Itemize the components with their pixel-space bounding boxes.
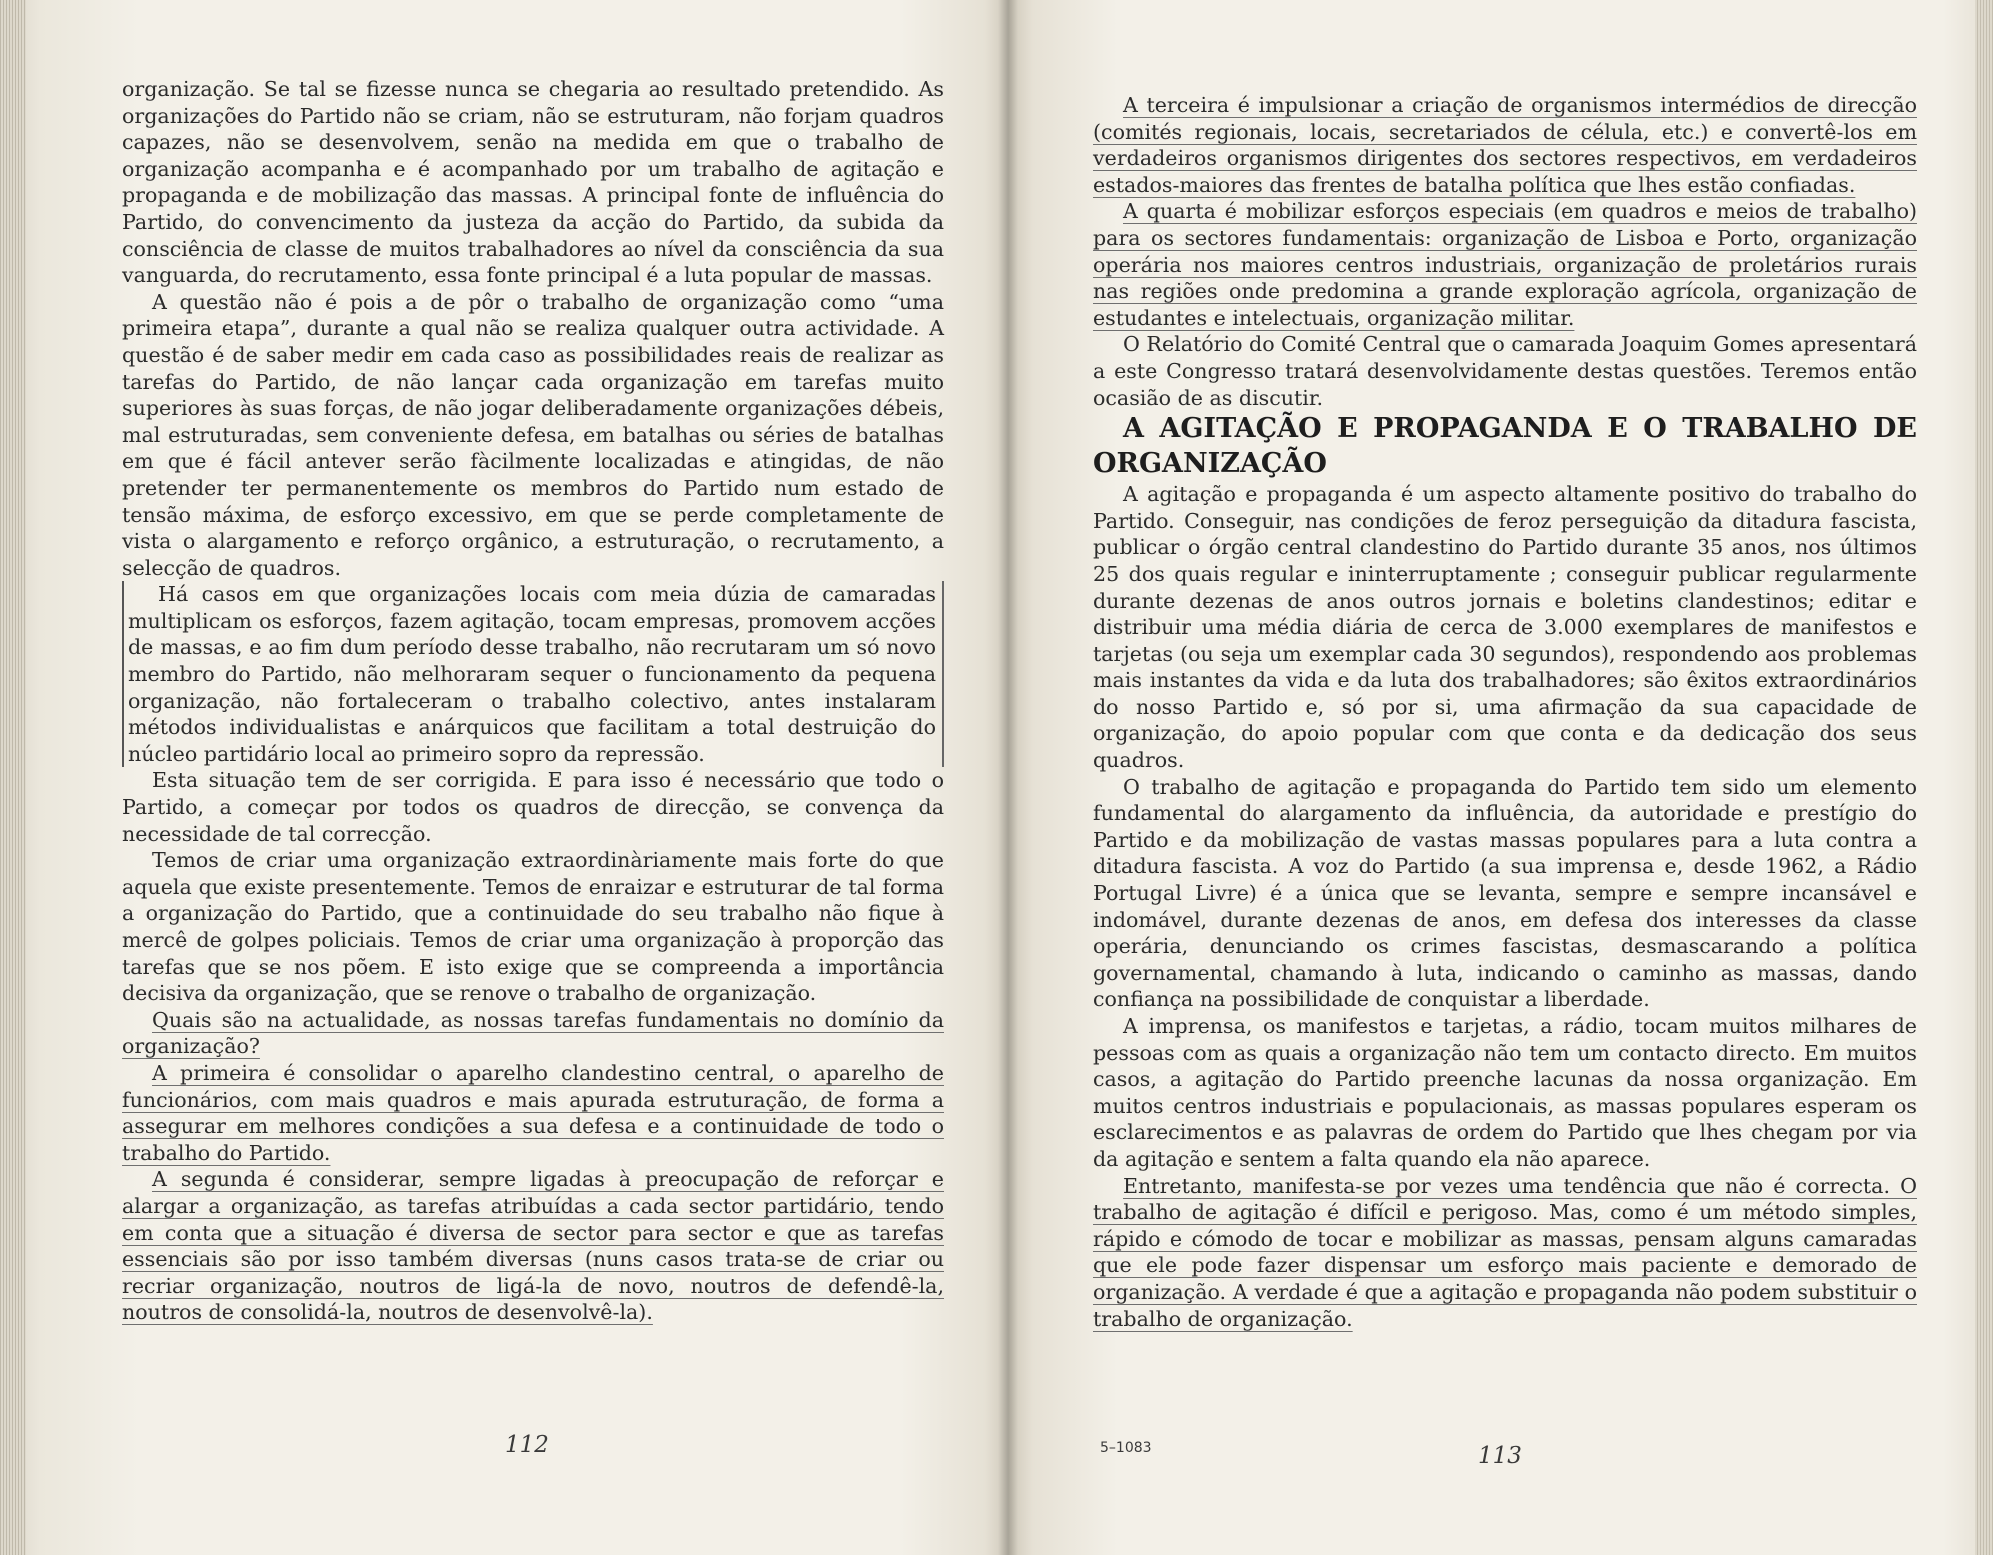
paragraph-underlined: Quais são na actualidade, as nossas tarefas fundamentais no domínio da organização?	[122, 1007, 944, 1059]
page-number: 113	[1478, 1443, 1522, 1469]
signature-mark: 5–1083	[1100, 1440, 1152, 1456]
left-page-text	[122, 76, 944, 1326]
paragraph-underlined: Entretanto, manifesta-se por vezes uma tendência que não é correcta. O trabalho de agitação é difícil e perigoso. Mas, como é um método simples, rápido e cómodo de tocar e mobilizar as massas, pensam alguns camaradas que ele pode fazer dispensar um esforço mais paciente e demorado de organização. A verdade é que a agitação e propaganda não podem substituir o trabalho de organização.	[1093, 1173, 1917, 1331]
paragraph-underlined: A primeira é consolidar o aparelho clandestino central, o aparelho de funcionários, com mais quadros e mais apurada estruturação, de forma a assegurar em melhores condições a sua defesa e a continuidade de todo o trabalho do Partido.	[122, 1060, 944, 1165]
paragraph: O trabalho de agitação e propaganda do Partido tem sido um elemento fundamental do alargamento da influência, da autoridade e prestígio do Partido e da mobilização de vastas massas populares para a luta contra a ditadura fascista. A voz do Partido (a sua imprensa e, desde 1962, a Rádio Portugal Livre) é a única que se levanta, sempre e sempre incansável e indomável, durante dezenas de anos, em defesa dos interesses da classe operária, denunciando os crimes fascistas, desmascarando a política governamental, chamando à luta, indicando o caminho as massas, dando confiança na possibilidade de conquistar a liberdade.	[1093, 774, 1917, 1012]
paragraph: A questão não é pois a de pôr o trabalho de organização como “uma primeira etapa”, durante a qual não se realiza qualquer outra actividade. A questão é de saber medir em cada caso as possibilidades reais de realizar as tarefas do Partido, de não lançar cada organização em tarefas muito superiores às suas forças, de não jogar deliberadamente organizações débeis, mal estruturadas, sem conveniente defesa, em batalhas ou séries de batalhas em que é fácil antever serão fàcilmente localizadas e atingidas, de não pretender ter permanentemente os membros do Partido num estado de tensão máxima, de esforço excessivo, em que se perde completamente de vista o alargamento e reforço orgânico, a estruturação, o recrutamento, a selecção de quadros.	[122, 289, 944, 580]
paragraph-underlined: A segunda é considerar, sempre ligadas à preocupação de reforçar e alargar a organização, as tarefas atribuídas a cada sector partidário, tendo em conta que a situação é diversa de sector para sector e que as tarefas essenciais são por isso também diversas (nuns casos trata-se de criar ou recriar organização, noutros de ligá-la de novo, noutros de defendê-la, noutros de consolidá-la, noutros de desenvolvê-la).	[122, 1167, 944, 1325]
right-page-text	[1093, 92, 1917, 1332]
section-heading: A AGITAÇÃO E PROPAGANDA E O TRABALHO DE ORGANIZAÇÃO	[1093, 413, 1917, 480]
paragraph: A agitação e propaganda é um aspecto altamente positivo do trabalho do Partido. Conseguir, nas condições de feroz perseguição da ditadura fascista, publicar o órgão central clandestino do Partido durante 35 anos, nos últimos 25 dos quais regular e ininterruptamente ; conseguir publicar regularmente durante dezenas de anos outros jornais e boletins clandestinos; editar e distribuir uma média diária de cerca de 3.000 exemplares de manifestos e tarjetas (ou seja um exemplar cada 30 segundos), respondendo aos problemas mais instantes da vida e da luta dos trabalhadores; são êxitos extraordinários do nosso Partido e, só por si, uma afirmação da sua capacidade de organização, do apoio popular com que conta e da dedicação dos seus quadros.	[1093, 482, 1917, 773]
paragraph-underlined: A quarta é mobilizar esforços especiais (em quadros e meios de trabalho) para os sectores fundamentais: organização de Lisboa e Porto, organização operária nos maiores centros industriais, organização de proletários rurais nas regiões onde predomina a grande exploração agrícola, organização de estudantes e intelectuais, organização militar.	[1093, 199, 1917, 330]
paragraph-marked: Há casos em que organizações locais com meia dúzia de camaradas multiplicam os esforços, fazem agitação, tocam empresas, promovem acções de massas, e ao fim dum período desse trabalho, não recrutaram um só novo membro do Partido, não melhoraram sequer o funcionamento da pequena organização, não fortaleceram o trabalho colectivo, antes instalaram métodos individualistas e anárquicos que facilitam a total destruição do núcleo partidário local ao primeiro sopro da repressão.	[122, 581, 944, 767]
paragraph: O Relatório do Comité Central que o camarada Joaquim Gomes apresentará a este Congresso tratará desenvolvidamente destas questões. Teremos então ocasião de as discutir.	[1093, 332, 1917, 410]
paragraph-underlined: A terceira é impulsionar a criação de organismos intermédios de direcção (comités regionais, locais, secretariados de célula, etc.) e convertê-los em verdadeiros organismos dirigentes dos sectores respectivos, em verdadeiros estados-maiores das frentes de batalha política que lhes estão confiadas.	[1093, 93, 1917, 197]
paragraph: A imprensa, os manifestos e tarjetas, a rádio, tocam muitos milhares de pessoas com as quais a organização não tem um contacto directo. Em muitos casos, a agitação do Partido preenche lacunas da nossa organização. Em muitos centros industriais e populacionais, as massas populares esperam os esclarecimentos e as palavras de ordem do Partido que lhes chegam por via da agitação e sentem a falta quando ela não aparece.	[1093, 1014, 1917, 1171]
paragraph: organização. Se tal se fizesse nunca se chegaria ao resultado pretendido. As organizações do Partido não se criam, não se estruturam, não forjam quadros capazes, não se desenvolvem, senão na medida em que o trabalho de organização acompanha e é acompanhado por um trabalho de agitação e propaganda e de mobilização das massas. A principal fonte de influência do Partido, do convencimento da justeza da acção do Partido, da subida da consciência de classe de muitos trabalhadores ao nível da consciência da sua vanguarda, do recrutamento, essa fonte principal é a luta popular de massas.	[122, 77, 944, 288]
paragraph: Temos de criar uma organização extraordinàriamente mais forte do que aquela que existe presentemente. Temos de enraizar e estruturar de tal forma a organização do Partido, que a continuidade do seu trabalho não fique à mercê de golpes policiais. Temos de criar uma organização à proporção das tarefas que se nos põem. E isto exige que se compreenda a importância decisiva da organização, que se renove o trabalho de organização.	[122, 848, 944, 1006]
paragraph: Esta situação tem de ser corrigida. E para isso é necessário que todo o Partido, a começar por todos os quadros de direcção, se convença da necessidade de tal correcção.	[122, 768, 944, 846]
page-number: 112	[505, 1432, 549, 1458]
book-gutter	[998, 0, 1018, 1555]
right-page	[1008, 0, 1993, 1555]
